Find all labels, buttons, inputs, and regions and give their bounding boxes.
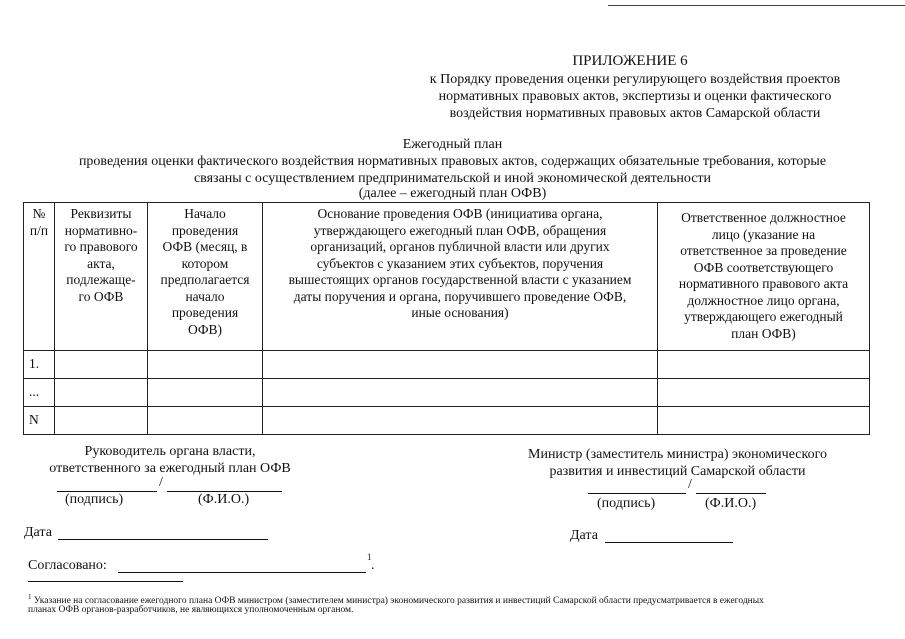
- header-responsible-official: Ответственное должностное лицо (указание на ответственное за проведение ОФВ соответствующего нормативного правового акта должностное лицо органа, утверждающего ежегодный план ОФВ): [658, 203, 870, 351]
- footnote-line-2: планах ОФВ органов-разработчиков, не являющихся уполномоченным органом.: [28, 605, 354, 615]
- left-signer-title-1: Руководитель органа власти,: [84, 444, 256, 459]
- agreed-period: .: [371, 558, 375, 573]
- appendix-line-2: нормативных правовых актов, экспертизы и оценки фактического: [438, 89, 832, 104]
- agreed-label: Согласовано:: [28, 558, 107, 573]
- table-row: [24, 407, 870, 435]
- footnote-mark: 1: [28, 593, 32, 601]
- table-cell[interactable]: [263, 351, 658, 379]
- left-name-label: (Ф.И.О.): [198, 492, 250, 507]
- table-cell[interactable]: [263, 407, 658, 435]
- left-date-line[interactable]: [58, 525, 268, 540]
- table-cell[interactable]: [55, 407, 148, 435]
- left-name-line[interactable]: [167, 477, 282, 492]
- table-cell[interactable]: [55, 351, 148, 379]
- appendix-title: ПРИЛОЖЕНИЕ 6: [572, 53, 688, 69]
- table-cell[interactable]: [658, 351, 870, 379]
- header-number: № п/п: [24, 203, 55, 351]
- agreed-line[interactable]: [118, 558, 366, 573]
- right-signer-title-1: Министр (заместитель министра) экономического: [528, 447, 827, 462]
- appendix-line-3: воздействия нормативных правовых актов Самарской области: [449, 106, 821, 121]
- row-number: N: [24, 407, 55, 435]
- right-name-label: (Ф.И.О.): [705, 496, 757, 511]
- table-row: [24, 379, 870, 407]
- right-slash: /: [688, 477, 692, 492]
- right-date-line[interactable]: [605, 528, 733, 543]
- right-name-line[interactable]: [696, 479, 766, 494]
- plan-title: Ежегодный план: [402, 137, 503, 152]
- row-number: 1.: [24, 351, 55, 379]
- left-sign-label: (подпись): [65, 492, 124, 507]
- left-signer-title-2: ответственного за ежегодный план ОФВ: [49, 461, 291, 476]
- plan-title-line-2: проведения оценки фактического воздействия нормативных правовых актов, содержащих обязательные требования, которые: [78, 154, 827, 169]
- footnote-line-1: Указание на согласование ежегодного плана ОФВ министром (заместителем министра) экономического развития и инвестиций Самарской области предусматривается в ежегодных: [33, 596, 764, 607]
- table-cell[interactable]: [55, 379, 148, 407]
- scan-edge-line: [608, 5, 905, 6]
- right-sign-label: (подпись): [597, 496, 656, 511]
- right-date-label: Дата: [570, 528, 598, 543]
- footnote-reference: 1: [367, 552, 372, 562]
- header-act-details: Реквизиты нормативно- го правового акта, подлежаще- го ОФВ: [55, 203, 148, 351]
- right-signer-title-2: развития и инвестиций Самарской области: [549, 464, 806, 479]
- left-signature-line[interactable]: [57, 477, 157, 492]
- header-basis: Основание проведения ОФВ (инициатива органа, утверждающего ежегодный план ОФВ, обращения организаций, органов публичной власти или других субъектов с указанием этих субъектов, поручения вышестоящих органов государственной власти с указанием даты поручения и органа, поручившего проведение ОФВ, иные основания): [263, 203, 658, 351]
- footnote-separator: [28, 581, 183, 582]
- plan-title-line-4: (далее – ежегодный план ОФВ): [358, 186, 547, 201]
- table-cell[interactable]: [148, 351, 263, 379]
- table-header-row: [24, 203, 870, 351]
- header-start-date: Начало проведения ОФВ (месяц, в котором предполагается начало проведения ОФВ): [148, 203, 263, 351]
- plan-title-line-3: связаны с осуществлением предпринимательской и иной экономической деятельности: [193, 171, 712, 186]
- table-cell[interactable]: [148, 407, 263, 435]
- plan-table: [23, 202, 870, 435]
- table-cell[interactable]: [658, 379, 870, 407]
- left-slash: /: [159, 475, 163, 490]
- appendix-line-1: к Порядку проведения оценки регулирующего воздействия проектов: [429, 72, 841, 87]
- table-cell[interactable]: [148, 379, 263, 407]
- table-cell[interactable]: [658, 407, 870, 435]
- left-date-label: Дата: [24, 525, 52, 540]
- table-row: [24, 351, 870, 379]
- row-number: ...: [24, 379, 55, 407]
- table-cell[interactable]: [263, 379, 658, 407]
- right-signature-line[interactable]: [588, 479, 686, 494]
